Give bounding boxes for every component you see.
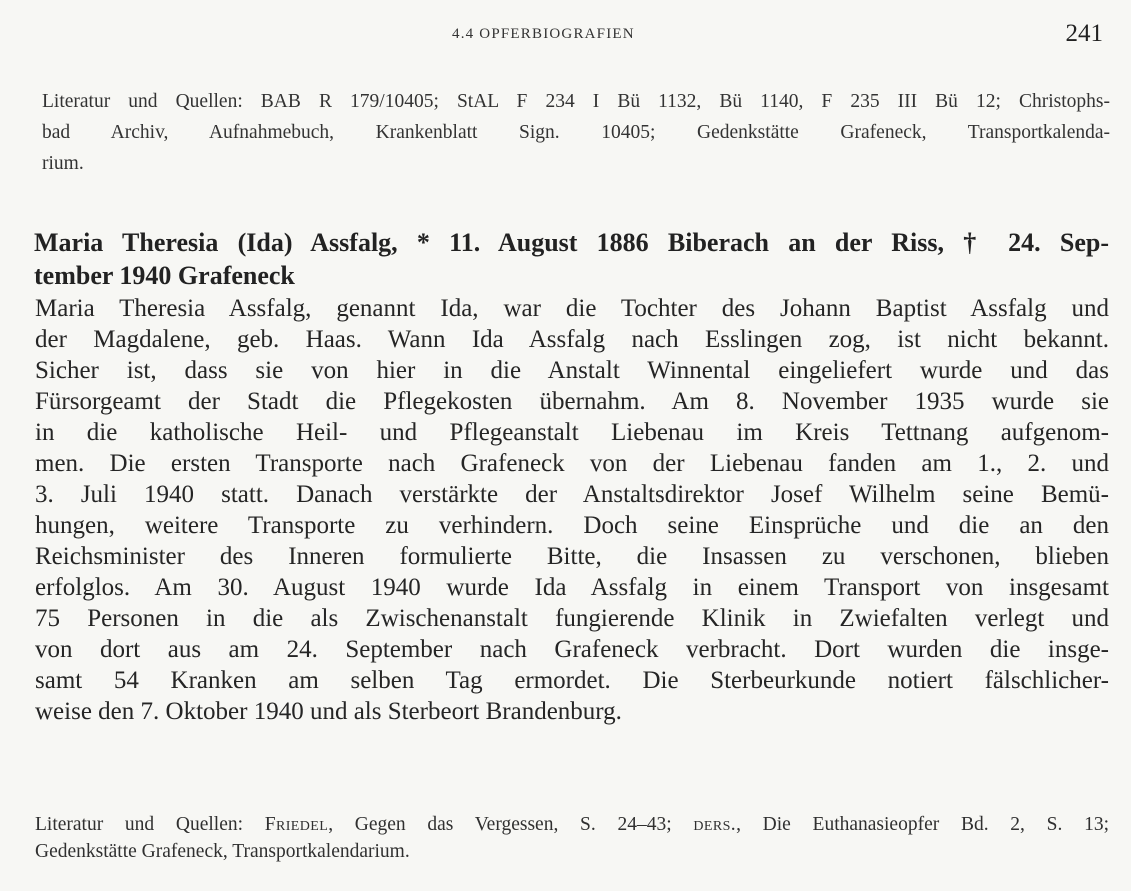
citation-text: , Gegen das Vergessen, S. 24–43; bbox=[328, 814, 694, 835]
literature-line: Gedenkstätte Grafeneck, Transportkalendarium. bbox=[35, 841, 410, 862]
heading-line: tember 1940 Grafeneck bbox=[34, 261, 295, 290]
author-abbreviation: ders. bbox=[693, 814, 737, 835]
heading-line: Maria Theresia (Ida) Assfalg, * 11. August 1886 Biberach an der Riss, † 24. Sep- bbox=[34, 228, 1109, 257]
body-line: Sicher ist, dass sie von hier in die Anstalt Winnental eingeliefert wurde und das bbox=[35, 357, 1109, 384]
literature-line: Literatur und Quellen: BAB R 179/10405; StAL F 234 I Bü 1132, Bü 1140, F 235 III Bü 12; Christophs- bbox=[42, 91, 1110, 112]
entry-body bbox=[35, 293, 1109, 727]
body-line: Maria Theresia Assfalg, genannt Ida, war die Tochter des Johann Baptist Assfalg und bbox=[35, 295, 1109, 322]
body-line: in die katholische Heil- und Pflegeanstalt Liebenau im Kreis Tettnang aufgenom- bbox=[35, 419, 1109, 446]
literature-prefix: Literatur und Quellen: bbox=[35, 814, 265, 835]
literature-line: bad Archiv, Aufnahmebuch, Krankenblatt Sign. 10405; Gedenkstätte Grafeneck, Transportkalenda- bbox=[42, 122, 1110, 143]
running-header: 4.4 OPFERBIOGRAFIEN bbox=[452, 26, 635, 42]
literature-sources-top bbox=[42, 86, 1110, 179]
body-line: Reichsminister des Inneren formulierte Bitte, die Insassen zu verschonen, blieben bbox=[35, 543, 1109, 570]
body-line: hungen, weitere Transporte zu verhindern. Doch seine Einsprüche und die an den bbox=[35, 512, 1109, 539]
body-line: 75 Personen in die als Zwischenanstalt fungierende Klinik in Zwiefalten verlegt und bbox=[35, 605, 1109, 632]
body-line: erfolglos. Am 30. August 1940 wurde Ida Assfalg in einem Transport von insgesamt bbox=[35, 574, 1109, 601]
literature-line: rium. bbox=[42, 153, 84, 174]
body-line: 3. Juli 1940 statt. Danach verstärkte der Anstaltsdirektor Josef Wilhelm seine Bemü- bbox=[35, 481, 1109, 508]
body-line: men. Die ersten Transporte nach Grafeneck von der Liebenau fanden am 1., 2. und bbox=[35, 450, 1109, 477]
citation-text: , Die Euthanasieopfer Bd. 2, S. 13; bbox=[736, 814, 1109, 835]
body-line: von dort aus am 24. September nach Grafeneck verbracht. Dort wurden die insge- bbox=[35, 636, 1109, 663]
literature-sources-bottom bbox=[35, 811, 1109, 865]
author-name: Friedel bbox=[264, 814, 329, 835]
entry-heading bbox=[34, 226, 1109, 292]
body-line: samt 54 Kranken am selben Tag ermordet. Die Sterbeurkunde notiert fälschlicher- bbox=[35, 667, 1109, 694]
body-line: weise den 7. Oktober 1940 und als Sterbeort Brandenburg. bbox=[35, 698, 622, 725]
body-line: Fürsorgeamt der Stadt die Pflegekosten übernahm. Am 8. November 1935 wurde sie bbox=[35, 388, 1109, 415]
body-line: der Magdalene, geb. Haas. Wann Ida Assfalg nach Esslingen zog, ist nicht bekannt. bbox=[35, 326, 1109, 353]
page-number: 241 bbox=[1065, 20, 1103, 47]
literature-line bbox=[35, 811, 1109, 838]
